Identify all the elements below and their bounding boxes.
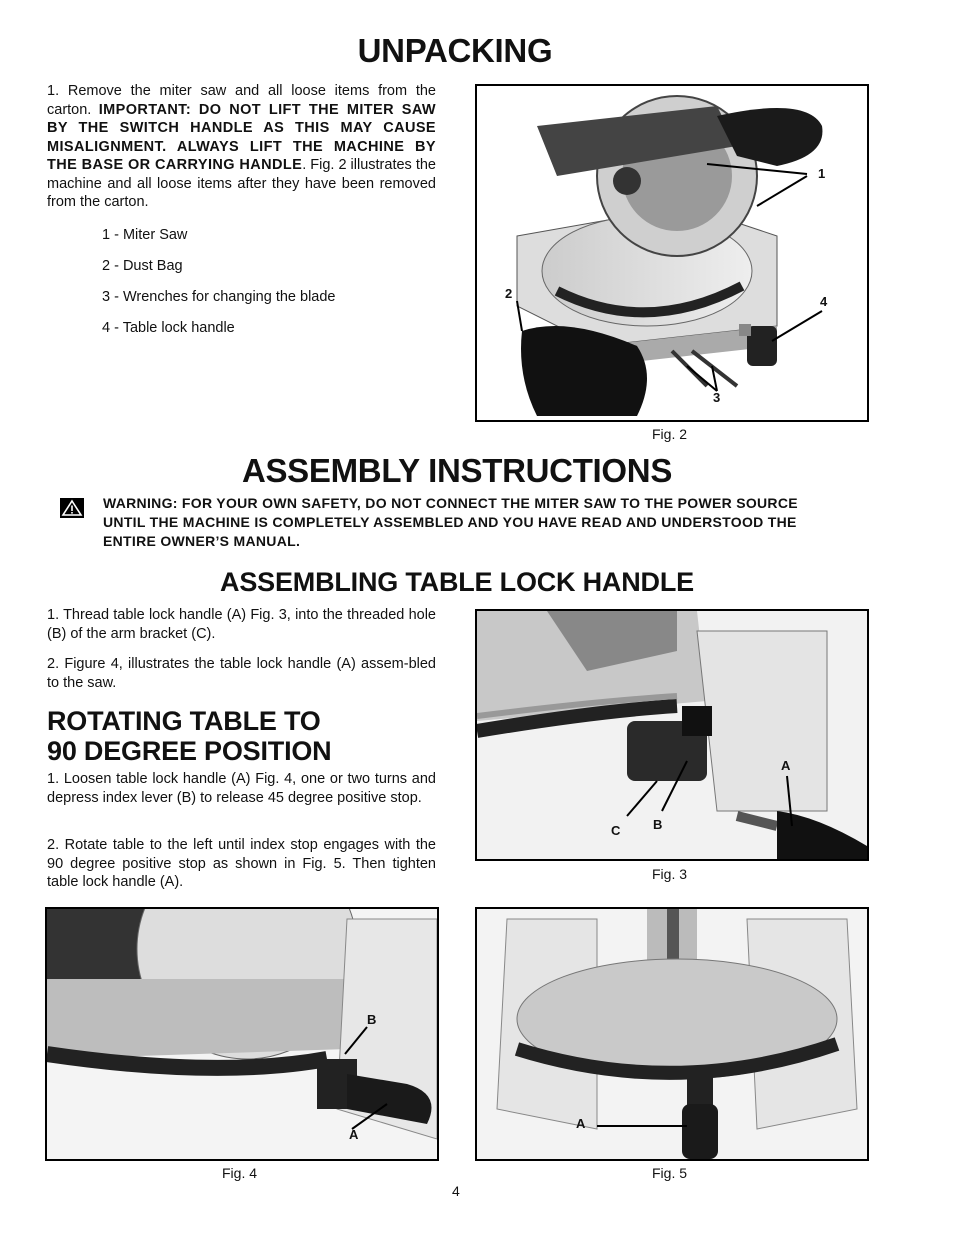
rotating-step-1: 1. Loosen table lock handle (A) Fig. 4, one or two turns and depress index lever (B) to release 45 degree positive stop. — [47, 771, 436, 806]
figure-4-caption: Fig. 4 — [222, 1165, 258, 1181]
figure-5-90-degree-photo — [475, 907, 869, 1161]
callout-3: 3 — [713, 390, 721, 405]
table-lock-title: ASSEMBLING TABLE LOCK HANDLE — [220, 567, 694, 597]
callout-a: A — [349, 1127, 359, 1142]
table-lock-step-2: 2. Figure 4, illustrates the table lock handle (A) assem-bled to the saw. — [47, 656, 436, 691]
safety-warning: WARNING: FOR YOUR OWN SAFETY, DO NOT CONNECT THE MITER SAW TO THE POWER SOURCE UNTIL THE MACHINE IS COMPLETELY ASSEMBLED AND YOU HAVE READ AND UNDERSTOOD THE ENTIRE OWNER’S MANUAL. — [103, 495, 798, 549]
figure-4-assembled-handle-photo — [45, 907, 439, 1161]
step-1-suffix-text: . Fig. 2 illustrates the machine and all loose items after they have been removed from the carton. — [47, 157, 436, 210]
callout-b: B — [367, 1012, 377, 1027]
table-lock-step-1: 1. Thread table lock handle (A) Fig. 3, into the threaded hole (B) of the arm bracket (C). — [47, 607, 436, 642]
list-item: 2 - Dust Bag — [102, 258, 183, 274]
callout-1: 1 — [818, 166, 826, 181]
rotating-title-line-1: ROTATING TABLE TO — [47, 706, 321, 736]
callout-a: A — [576, 1116, 586, 1131]
rotating-step-2: 2. Rotate table to the left until index stop engages with the 90 degree positive stop as shown in Fig. 5. Then tighten table lock handle (A). — [47, 837, 436, 890]
list-item: 3 - Wrenches for changing the blade — [102, 289, 336, 305]
miter-saw-illustration — [477, 86, 867, 420]
list-item: 1 - Miter Saw — [102, 227, 188, 243]
figure-2-caption: Fig. 2 — [652, 426, 688, 442]
figure-3-caption: Fig. 3 — [652, 866, 688, 882]
unpacking-title: UNPACKING — [357, 32, 553, 69]
page-number: 4 — [452, 1183, 460, 1199]
figure-5-caption: Fig. 5 — [652, 1165, 688, 1181]
table-lock-illustration — [477, 611, 867, 859]
callout-2: 2 — [505, 286, 513, 301]
callout-a: A — [781, 758, 791, 773]
step-1-text: 1. Remove the miter saw and all loose items from the carton. — [47, 83, 436, 118]
figure-2-miter-saw-photo — [475, 84, 869, 422]
callout-c: C — [611, 823, 621, 838]
figure-3-lock-handle-photo — [475, 609, 869, 861]
list-item: 4 - Table lock handle — [102, 320, 235, 336]
warning-icon — [60, 498, 84, 518]
unpacking-step-1 — [47, 82, 436, 212]
rotated-table-illustration — [477, 909, 867, 1159]
callout-b: B — [653, 817, 663, 832]
assembly-title: ASSEMBLY INSTRUCTIONS — [241, 452, 673, 489]
callout-4: 4 — [820, 294, 828, 309]
assembled-handle-illustration — [47, 909, 437, 1159]
important-warning-text: IMPORTANT: DO NOT LIFT THE MITER SAW BY THE SWITCH HANDLE AS THIS MAY CAUSE MISALIGNMENT. ALWAYS LIFT THE MACHINE BY THE BASE OR CARRYING HANDLE — [47, 101, 436, 173]
rotating-title-line-2: 90 DEGREE POSITION — [47, 736, 332, 766]
